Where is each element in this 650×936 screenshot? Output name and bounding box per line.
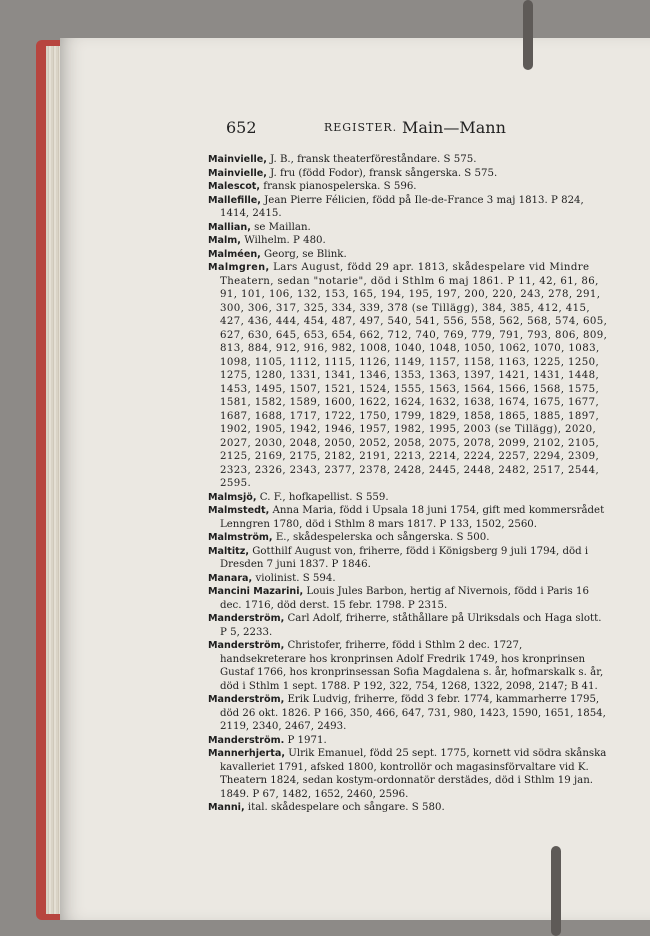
register-entry (208, 194, 608, 221)
entry-text: P 1971. (287, 734, 327, 746)
entry-name: Mainvielle, (208, 167, 267, 179)
register-entry (208, 248, 608, 262)
page-clip-top (523, 0, 533, 70)
entry-name: Mallian, (208, 221, 251, 233)
entry-text: J. B., fransk theaterföreståndare. S 575. (270, 154, 477, 165)
entry-name: Malmgren, (208, 262, 270, 273)
entry-text: Anna Maria, född i Upsala 18 juni 1754, gift med kommersrådet Lenngren 1780, död i Sthlm 8 mars 1817. P 133, 1502, 2560. (220, 505, 605, 530)
register-entry (208, 167, 608, 181)
entry-text: Ulrik Emanuel, född 25 sept. 1775, kornett vid södra skånska kavalleriet 1791, afsked 1800, kontrollör och magasinsförvaltare vid K. Theatern 1824, sedan kostym-ordonnatör derstädes, död i Sthlm 19 jan. 1849. P 67, 1482, 1652, 2460, 2596. (220, 748, 607, 800)
entry-text: E., skådespelerska och sångerska. S 500. (275, 532, 490, 543)
entry-name: Manara, (208, 572, 253, 584)
entry-name: Malmstedt, (208, 505, 270, 516)
register-entry (208, 221, 608, 235)
register-entry (208, 585, 608, 612)
entry-name: Maltitz, (208, 545, 249, 557)
entry-text: Lars August, född 29 apr. 1813, skådespelare vid Mindre Theatern, sedan "notarie", död i Sthlm 6 maj 1861. P 11, 42, 61, 86, 91, 101, 106, 132, 153, 165, 194, 195, 197, 200, 220, 243, 278, 291, 300, 306, 317, 325, 334, 339, 378 (se Tillägg), 384, 385, 412, 415, 427, 436, 444, 454, 487, 497, 540, 541, 556, 558, 562, 568, 574, 605, 627, 630, 645, 653, 654, 662, 712, 740, 769, 779, 791, 793, 806, 809, 813, 884, 912, 916, 982, 1008, 1040, 1048, 1050, 1062, 1070, 1083, 1098, 1105, 1112, 1115, 1126, 1149, 1157, 1158, 1163, 1225, 1250, 1275, 1280, 1331, 1341, 1346, 1353, 1363, 1397, 1421, 1431, 1448, 1453, 1495, 1507, 1521, 1524, 1555, 1563, 1564, 1566, 1568, 1575, 1581, 1582, 1589, 1600, 1622, 1624, 1632, 1638, 1674, 1675, 1677, 1687, 1688, 1717, 1722, 1750, 1799, 1829, 1858, 1865, 1885, 1897, 1902, 1905, 1942, 1946, 1957, 1982, 1995, 2003 (se Tillägg), 2020, 2027, 2030, 2048, 2050, 2052, 2058, 2075, 2078, 2099, 2102, 2105, 2125, 2169, 2175, 2182, 2191, 2213, 2214, 2224, 2257, 2294, 2309, 2323, 2326, 2343, 2377, 2378, 2428, 2445, 2448, 2482, 2517, 2544, 2595. (220, 262, 608, 489)
entry-text: C. F., hofkapellist. S 559. (259, 491, 389, 503)
entry-name: Mannerhjerta, (208, 748, 285, 759)
entry-name: Malméen, (208, 248, 261, 260)
entry-name: Manni, (208, 802, 245, 813)
register-entry (208, 180, 608, 194)
entry-text: Carl Adolf, friherre, ståthållare på Ulriksdals och Haga slott. P 5, 2233. (220, 613, 602, 638)
register-entry (208, 639, 608, 693)
entry-text: Georg, se Blink. (264, 248, 347, 260)
entry-text: Christofer, friherre, född i Sthlm 2 dec. 1727, handsekreterare hos kronprinsen Adolf Fredrik 1749, hos kronprinsen Gustaf 1766, hos kronprinsessan Sofia Magdalena s. år, hofmarskalk s. år, död i Sthlm 1 sept. 1788. P 192, 322, 754, 1268, 1322, 2098, 2147; B 41. (220, 640, 604, 692)
entry-name: Mainvielle, (208, 154, 267, 165)
register-entry (208, 261, 608, 491)
index-range: Main—Mann (402, 118, 506, 137)
register-entry (208, 504, 608, 531)
register-entry (208, 747, 608, 801)
register-entry (208, 531, 608, 545)
entry-text: Louis Jules Barbon, hertig af Nivernois, född i Paris 16 dec. 1716, död derst. 15 febr. 1798. P 2315. (220, 586, 589, 611)
page-header (226, 118, 606, 140)
register-entry (208, 612, 608, 639)
entry-text: Erik Ludvig, friherre, född 3 febr. 1774, kammarherre 1795, död 26 okt. 1826. P 166, 350, 466, 647, 731, 980, 1423, 1590, 1651, 1854, 2119, 2340, 2467, 2493. (220, 694, 606, 732)
section-title: REGISTER. (324, 121, 398, 134)
entry-name: Mallefille, (208, 194, 261, 206)
page-number: 652 (226, 118, 257, 137)
entry-name: Manderström, (208, 694, 285, 705)
entry-name: Manderström, (208, 640, 285, 651)
entry-name: Malmsjö, (208, 491, 257, 503)
register-entry (208, 801, 608, 815)
entry-text: Jean Pierre Félicien, född på Ile-de-France 3 maj 1813. P 824, 1414, 2415. (220, 194, 584, 219)
register-entry (208, 734, 608, 748)
register-entry (208, 234, 608, 248)
page-clip-bottom (551, 846, 561, 936)
register-entry (208, 491, 608, 505)
entry-text: J. fru (född Fodor), fransk sångerska. S 575. (270, 167, 498, 179)
entry-name: Manderström. (208, 734, 285, 746)
register-entry (208, 572, 608, 586)
entry-text: Gotthilf August von, friherre, född i Königsberg 9 juli 1794, död i Dresden 7 juni 1837. P 1846. (220, 545, 589, 570)
entry-name: Malmström, (208, 532, 273, 543)
entry-text: violinist. S 594. (255, 572, 336, 584)
entry-name: Manderström, (208, 613, 285, 624)
entry-text: Wilhelm. P 480. (244, 235, 326, 246)
register-entry (208, 545, 608, 572)
register-entry (208, 153, 608, 167)
entry-text: ital. skådespelare och sångare. S 580. (247, 802, 445, 813)
register-entry (208, 693, 608, 734)
entry-name: Malm, (208, 235, 241, 246)
entry-name: Malescot, (208, 181, 261, 192)
entry-text: se Maillan. (254, 221, 311, 233)
entry-text: fransk pianospelerska. S 596. (263, 181, 417, 192)
entry-name: Mancini Mazarini, (208, 586, 304, 597)
register-entries (208, 153, 608, 815)
